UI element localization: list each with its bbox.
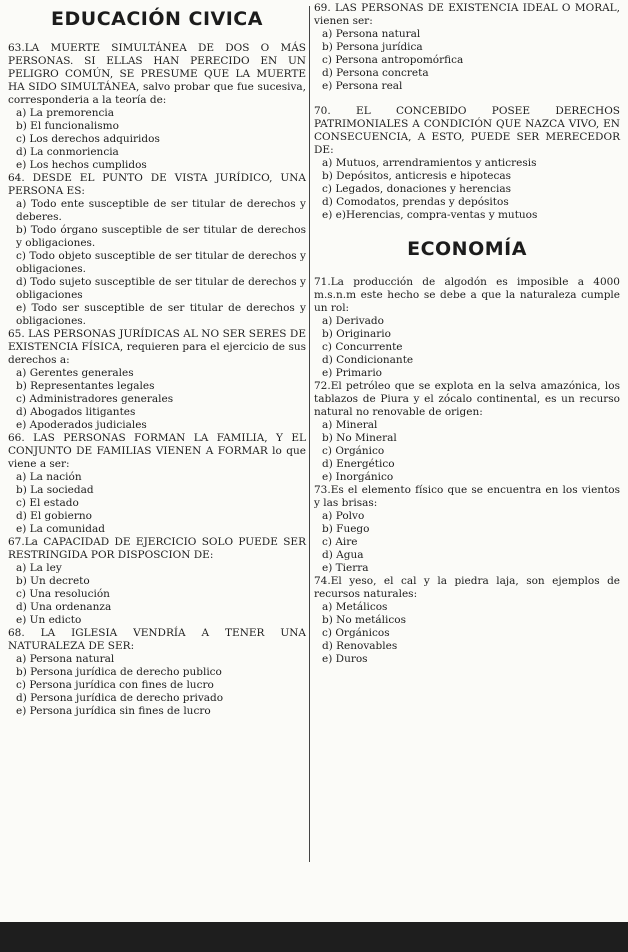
- option: e) Tierra: [322, 562, 369, 574]
- option: e) e)Herencias, compra-ventas y mutuos: [322, 209, 538, 221]
- question-stem: 65. LAS PERSONAS JURÍDICAS AL NO SER SERES DE EXISTENCIA FÍSICA, requieren para el ejercicio de sus derechos a:: [8, 328, 306, 366]
- options-list: [8, 653, 306, 718]
- option: c) Una resolución: [16, 588, 110, 600]
- option: d) Todo sujeto susceptible de ser titular de derechos y obligaciones: [16, 276, 306, 301]
- option: c) El estado: [16, 497, 79, 509]
- question-63: [8, 42, 306, 172]
- question-72: [314, 380, 620, 484]
- option: c) Orgánicos: [322, 627, 390, 639]
- options-list: [314, 157, 620, 222]
- question-71: [314, 276, 620, 380]
- option: c) Orgánico: [322, 445, 385, 457]
- question-67: [8, 536, 306, 627]
- option: b) Todo órgano susceptible de ser titular de derechos y obligaciones.: [16, 224, 306, 249]
- question-69: [314, 2, 620, 93]
- option: e) Inorgánico: [322, 471, 394, 483]
- option: e) Un edicto: [16, 614, 82, 626]
- options-list: [8, 107, 306, 172]
- option: e) Primario: [322, 367, 383, 379]
- question-70: [314, 105, 620, 222]
- options-list: [8, 471, 306, 536]
- question-stem: 71.La producción de algodón es imposible a 4000 m.s.n.m este hecho se debe a que la naturaleza cumple un rol:: [314, 276, 620, 314]
- options-list: [8, 367, 306, 432]
- option: c) Legados, donaciones y herencias: [322, 183, 512, 195]
- option: e) Persona jurídica sin fines de lucro: [16, 705, 211, 717]
- left-column: [8, 0, 306, 718]
- option: a) La nación: [16, 471, 82, 483]
- question-stem: 67.La CAPACIDAD DE EJERCICIO SOLO PUEDE SER RESTRINGIDA POR DISPOSCION DE:: [8, 536, 306, 561]
- option: c) Aire: [322, 536, 358, 548]
- option: d) Persona jurídica de derecho privado: [16, 692, 224, 704]
- option: a) Polvo: [322, 510, 365, 522]
- options-list: [314, 28, 620, 93]
- option: d) Energético: [322, 458, 395, 470]
- question-64: [8, 172, 306, 328]
- column-divider: [309, 6, 310, 862]
- option: d) Renovables: [322, 640, 398, 652]
- option: b) Fuego: [322, 523, 370, 535]
- question-stem: 64. DESDE EL PUNTO DE VISTA JURÍDICO, UNA PERSONA ES:: [8, 172, 306, 197]
- question-73: [314, 484, 620, 575]
- option: d) Agua: [322, 549, 364, 561]
- option: d) Condicionante: [322, 354, 414, 366]
- option: e) La comunidad: [16, 523, 105, 535]
- question-stem: 66. LAS PERSONAS FORMAN LA FAMILIA, Y EL CONJUNTO DE FAMILIAS VIENEN A FORMAR lo que viene a ser:: [8, 432, 306, 470]
- option: a) Persona natural: [16, 653, 115, 665]
- option: a) Metálicos: [322, 601, 388, 613]
- right-column: [314, 0, 620, 666]
- question-stem: 72.El petróleo que se explota en la selva amazónica, los tablazos de Piura y el zócalo continental, es un recurso natural no renovable de origen:: [314, 380, 620, 418]
- option: d) Comodatos, prendas y depósitos: [322, 196, 509, 208]
- question-66: [8, 432, 306, 536]
- option: a) La premorencia: [16, 107, 114, 119]
- question-stem: 70. EL CONCEBIDO POSEE DERECHOS PATRIMONIALES A CONDICIÓN QUE NAZCA VIVO, EN CONSECUENCIA, A ESTO, PUEDE SER MERECEDOR DE:: [314, 105, 620, 156]
- question-stem: 73.Es el elemento físico que se encuentra en los vientos y las brisas:: [314, 484, 620, 509]
- option: e) Apoderados judiciales: [16, 419, 147, 431]
- option: b) Persona jurídica: [322, 41, 423, 53]
- question-stem: 63.LA MUERTE SIMULTÁNEA DE DOS O MÁS PERSONAS. SI ELLAS HAN PERECIDO EN UN PELIGRO COMÚN, SE PRESUME QUE LA MUERTE HA SIDO SIMULTÁNEA, salvo probar que fue sucesiva, corresponderia a la teoría de:: [8, 42, 306, 106]
- option: a) Gerentes generales: [16, 367, 134, 379]
- options-list: [314, 601, 620, 666]
- options-list: [8, 198, 306, 328]
- option: c) Persona jurídica con fines de lucro: [16, 679, 214, 691]
- option: c) Persona antropomórfica: [322, 54, 464, 66]
- option: b) No Mineral: [322, 432, 397, 444]
- option: b) El funcionalismo: [16, 120, 119, 132]
- option: d) El gobierno: [16, 510, 92, 522]
- question-stem: 68. LA IGLESIA VENDRÍA A TENER UNA NATURALEZA DE SER:: [8, 627, 306, 652]
- option: e) Persona real: [322, 80, 403, 92]
- option: d) La conmoriencia: [16, 146, 119, 158]
- section-title-civica: EDUCACIÓN CIVICA: [51, 8, 263, 30]
- option: a) Derivado: [322, 315, 384, 327]
- option: a) Mineral: [322, 419, 378, 431]
- option: d) Persona concreta: [322, 67, 429, 79]
- option: b) Representantes legales: [16, 380, 155, 392]
- option: c) Administradores generales: [16, 393, 174, 405]
- option: a) La ley: [16, 562, 62, 574]
- option: a) Persona natural: [322, 28, 421, 40]
- option: d) Una ordenanza: [16, 601, 112, 613]
- question-stem: 69. LAS PERSONAS DE EXISTENCIA IDEAL O MORAL, vienen ser:: [314, 2, 620, 27]
- option: c) Todo objeto susceptible de ser titular de derechos y obligaciones.: [16, 250, 306, 275]
- bottom-dark-bar: [0, 922, 628, 952]
- options-list: [314, 419, 620, 484]
- options-list: [314, 510, 620, 575]
- question-68: [8, 627, 306, 718]
- option: b) Originario: [322, 328, 391, 340]
- option: b) La sociedad: [16, 484, 94, 496]
- option: d) Abogados litigantes: [16, 406, 136, 418]
- option: c) Los derechos adquiridos: [16, 133, 160, 145]
- option: b) Un decreto: [16, 575, 90, 587]
- question-74: [314, 575, 620, 666]
- options-list: [314, 315, 620, 380]
- option: a) Todo ente susceptible de ser titular de derechos y deberes.: [16, 198, 306, 223]
- question-stem: 74.El yeso, el cal y la piedra laja, son ejemplos de recursos naturales:: [314, 575, 620, 600]
- option: e) Los hechos cumplidos: [16, 159, 147, 171]
- option: a) Mutuos, arrendramientos y anticresis: [322, 157, 537, 169]
- question-65: [8, 328, 306, 432]
- option: b) Persona jurídica de derecho publico: [16, 666, 222, 678]
- option: e) Todo ser susceptible de ser titular de derechos y obligaciones.: [16, 302, 306, 327]
- options-list: [8, 562, 306, 627]
- section-title-economia: ECONOMÍA: [407, 238, 527, 260]
- option: b) Depósitos, anticresis e hipotecas: [322, 170, 512, 182]
- option: e) Duros: [322, 653, 368, 665]
- option: b) No metálicos: [322, 614, 406, 626]
- option: c) Concurrente: [322, 341, 403, 353]
